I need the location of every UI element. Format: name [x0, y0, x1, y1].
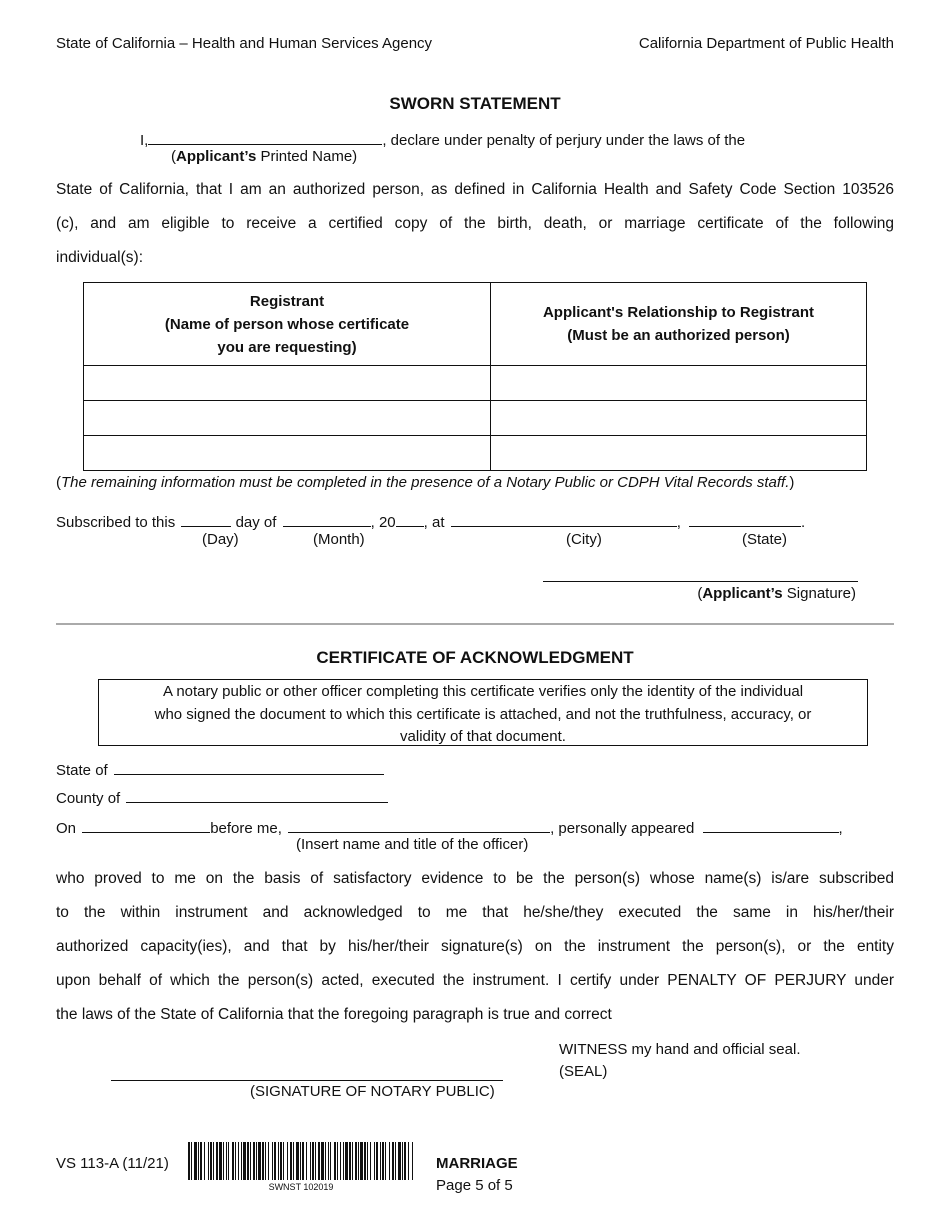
county-of-line: County of: [56, 787, 388, 807]
year-field[interactable]: [396, 511, 424, 527]
acknowledgment-paragraph-line: upon behalf of which the person(s) acted, executed the instrument. I certify under PENALTY OF PERJURY under: [56, 972, 894, 989]
applicant-signature-line[interactable]: [543, 581, 858, 582]
i-prefix: I,: [140, 132, 149, 149]
on-date-line: On before me, , personally appeared ,: [56, 817, 843, 837]
declaration-line: [140, 129, 745, 149]
witness-text: WITNESS my hand and official seal.: [559, 1041, 801, 1058]
day-field[interactable]: [181, 511, 231, 527]
sworn-paragraph: [56, 173, 894, 275]
notary-signature-line[interactable]: [111, 1080, 503, 1081]
relationship-cell[interactable]: [491, 401, 867, 436]
relationship-column-header: Applicant's Relationship to Registrant (Must be an authorized person): [491, 283, 867, 366]
section-divider: [56, 623, 894, 625]
month-field[interactable]: [283, 511, 371, 527]
registrant-name-cell[interactable]: [84, 401, 491, 436]
acknowledgment-paragraph: [56, 862, 894, 1032]
sworn-paragraph-line: State of California, that I am an authorized person, as defined in California Health and Safety Code Section 103526: [56, 181, 894, 198]
county-of-field[interactable]: [126, 787, 388, 803]
state-of-field[interactable]: [114, 759, 384, 775]
relationship-cell[interactable]: [491, 436, 867, 471]
registrant-column-header: Registrant (Name of person whose certificate you are requesting): [84, 283, 491, 366]
page-number: Page 5 of 5: [436, 1177, 513, 1194]
month-caption: (Month): [313, 531, 365, 548]
acknowledgment-title: CERTIFICATE OF ACKNOWLEDGMENT: [316, 648, 634, 667]
subscribed-line: Subscribed to this day of , 20 , at , .: [56, 511, 805, 531]
registrant-name-cell[interactable]: [84, 436, 491, 471]
city-field[interactable]: [451, 511, 677, 527]
sworn-statement-title: SWORN STATEMENT: [389, 94, 561, 113]
sworn-paragraph-line: individual(s):: [56, 249, 144, 266]
acknowledgment-paragraph-line: who proved to me on the basis of satisfactory evidence to be the person(s) whose name(s) is/are subscribed: [56, 870, 894, 887]
table-row: [84, 366, 867, 401]
table-row: [84, 401, 867, 436]
applicant-signature-caption: (Applicant’s Signature): [697, 585, 856, 602]
applicant-printed-name-caption: (Applicant’s Printed Name): [171, 148, 358, 165]
barcode-text: SWNST 102019: [268, 1182, 334, 1192]
relationship-cell[interactable]: [491, 366, 867, 401]
remaining-info-note: (The remaining information must be completed in the presence of a Notary Public or CDPH Vital Records staff.): [56, 474, 795, 491]
day-caption: (Day): [202, 531, 239, 548]
notary-signature-caption: (SIGNATURE OF NOTARY PUBLIC): [250, 1083, 495, 1100]
table-row: [84, 436, 867, 471]
officer-name-field[interactable]: [288, 817, 550, 833]
section-label: MARRIAGE: [436, 1155, 518, 1172]
form-id: VS 113-A (11/21): [56, 1155, 169, 1172]
header-agency: State of California – Health and Human Services Agency: [56, 35, 433, 52]
state-of-line: State of: [56, 759, 384, 779]
acknowledgment-paragraph-line: the laws of the State of California that the foregoing paragraph is true and correct: [56, 1006, 612, 1023]
acknowledgment-paragraph-line: to the within instrument and acknowledged to me that he/she/they executed the same in his/her/their: [56, 904, 894, 921]
state-field[interactable]: [689, 511, 801, 527]
acknowledgment-paragraph-line: authorized capacity(ies), and that by his/her/their signature(s) on the instrument the person(s), or the entity: [56, 938, 894, 955]
barcode-icon: [188, 1142, 414, 1180]
header-department: California Department of Public Health: [638, 35, 894, 52]
city-caption: (City): [566, 531, 602, 548]
appeared-name-field[interactable]: [703, 817, 839, 833]
sworn-paragraph-line: (c), and am eligible to receive a certified copy of the birth, death, or marriage certificate of the following: [56, 215, 894, 232]
officer-caption: (Insert name and title of the officer): [296, 836, 529, 853]
seal-text: (SEAL): [559, 1063, 608, 1080]
registrant-name-cell[interactable]: [84, 366, 491, 401]
declare-text: , declare under penalty of perjury under the laws of the: [382, 132, 746, 149]
on-date-field[interactable]: [82, 817, 210, 833]
notary-disclaimer-box: A notary public or other officer completing this certificate verifies only the identity of the individual who signed the document to which this certificate is attached, and not the truthfulness, accuracy, or validity of that document.: [98, 679, 868, 746]
state-caption: (State): [742, 531, 788, 548]
applicant-printed-name-field[interactable]: [148, 129, 382, 145]
registrant-table: [83, 282, 867, 471]
